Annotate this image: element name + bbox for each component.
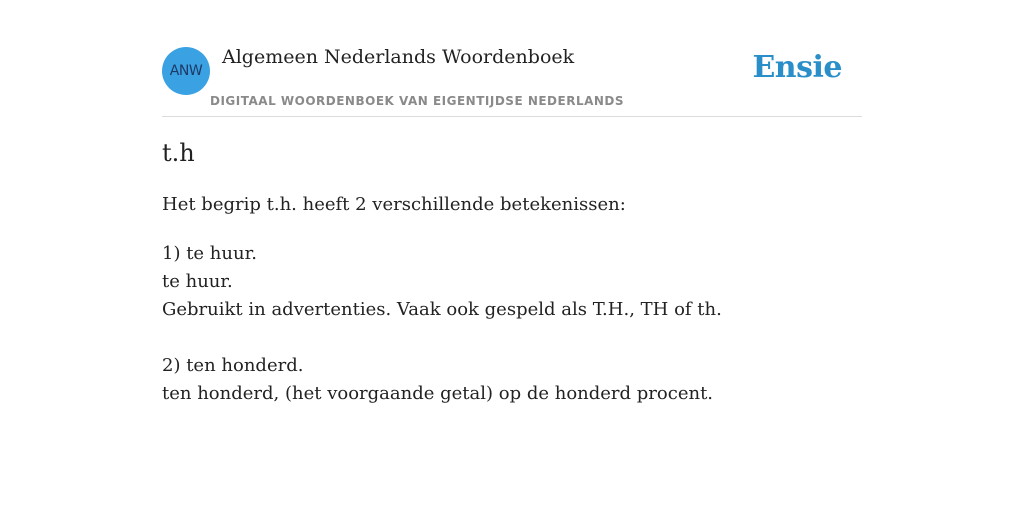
meaning-heading: 2) ten honderd.	[162, 355, 304, 376]
entry-intro: Het begrip t.h. heeft 2 verschillende betekenissen:	[162, 194, 626, 215]
meaning-item	[162, 240, 722, 324]
meaning-definition: ten honderd, (het voorgaande getal) op de honderd procent.	[162, 383, 714, 404]
site-subtitle: DIGITAAL WOORDENBOEK VAN EIGENTIJDSE NEDERLANDS	[210, 94, 625, 108]
meaning-definition: te huur.	[162, 271, 233, 292]
meanings-list	[162, 240, 722, 436]
anw-logo[interactable]: ANW	[162, 47, 210, 95]
site-title[interactable]: Algemeen Nederlands Woordenboek	[222, 46, 575, 68]
entry-term: t.h	[162, 139, 195, 167]
meaning-item	[162, 352, 722, 408]
site-header	[162, 0, 862, 117]
ensie-brand-link[interactable]: Ensie	[752, 50, 842, 85]
page-container	[162, 0, 862, 512]
meaning-heading: 1) te huur.	[162, 243, 257, 264]
meaning-note: Gebruikt in advertenties. Vaak ook gespeld als T.H., TH of th.	[162, 299, 722, 320]
